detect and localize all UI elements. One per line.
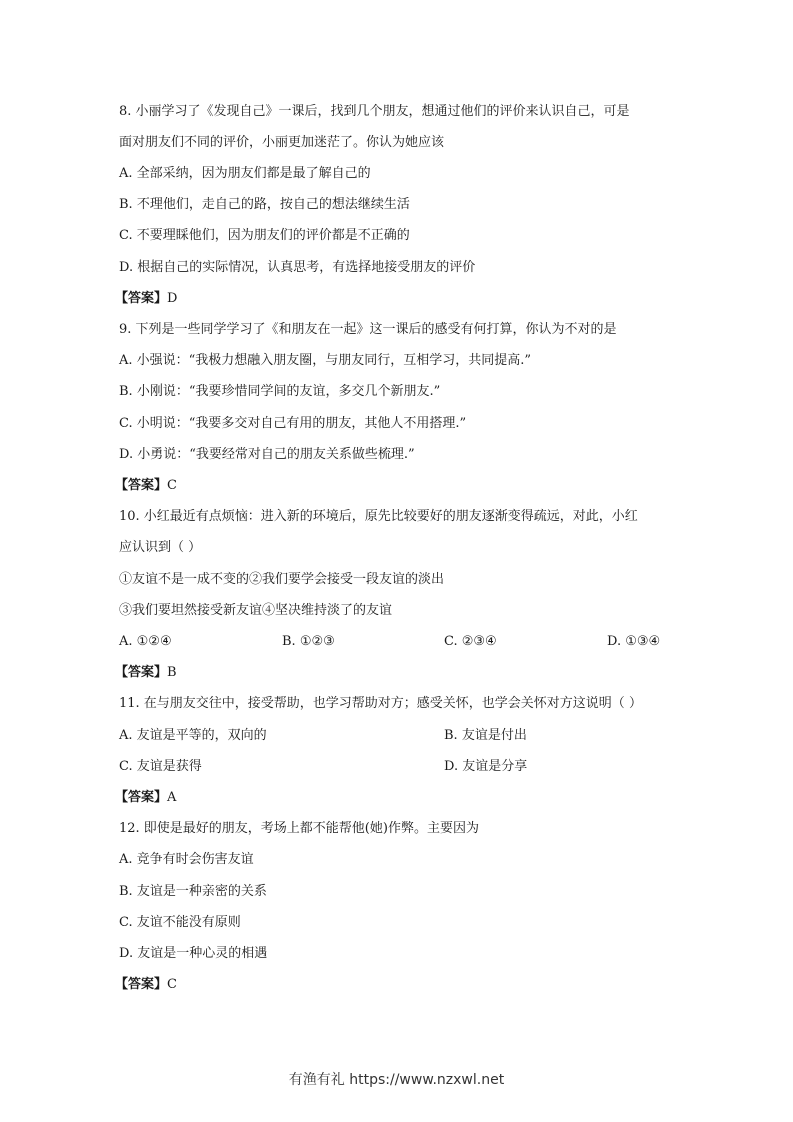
- answer-label: 【答案】: [115, 790, 168, 805]
- answer-label: 【答案】: [115, 665, 168, 680]
- answer-label: 【答案】: [115, 977, 168, 992]
- question-9-option-b: B. 小刚说：“我要珍惜同学间的友谊，多交几个新朋友.”: [119, 384, 441, 399]
- question-8-option-c: C. 不要理睬他们，因为朋友们的评价都是不正确的: [119, 228, 410, 243]
- question-9-answer: [115, 476, 177, 496]
- question-12-option-b: B. 友谊是一种亲密的关系: [119, 884, 267, 899]
- question-12-stem: 12. 即使是最好的朋友，考场上都不能帮他(她)作弊。主要因为: [119, 821, 479, 836]
- question-10-option-c: C. ②③④: [444, 634, 497, 649]
- answer-value: D: [167, 291, 178, 306]
- question-11-option-d: D. 友谊是分享: [444, 759, 528, 774]
- question-8-option-d: D. 根据自己的实际情况，认真思考，有选择地接受朋友的评价: [119, 260, 476, 275]
- question-11-option-b: B. 友谊是付出: [444, 728, 527, 743]
- answer-value: A: [167, 790, 177, 805]
- answer-value: C: [167, 478, 177, 493]
- footer-watermark: 有渔有礼 https://www.nzxwl.net: [288, 1072, 505, 1088]
- question-8-answer: [115, 289, 177, 309]
- question-8-option-a: A. 全部采纳，因为朋友们都是最了解自己的: [119, 166, 371, 181]
- question-10-stem-line-2: 应认识到（ ）: [119, 540, 202, 555]
- question-10-statement-line-2: ③我们要坦然接受新友谊④坚决维持淡了的友谊: [119, 603, 393, 618]
- answer-value: B: [167, 665, 177, 680]
- question-10-options-row: [119, 632, 679, 652]
- question-11-options-row-2: [119, 757, 679, 777]
- question-11-options-row-1: [119, 726, 679, 746]
- question-11-answer: [115, 788, 176, 808]
- question-8-stem-line-1: 8. 小丽学习了《发现自己》一课后，找到几个朋友，想通过他们的评价来认识自己，可是: [119, 104, 630, 119]
- question-11-stem: 11. 在与朋友交往中，接受帮助，也学习帮助对方；感受关怀，也学会关怀对方这说明（ ）: [119, 696, 642, 711]
- question-9-option-d: D. 小勇说：“我要经常对自己的朋友关系做些梳理.”: [119, 447, 415, 462]
- question-8-option-b: B. 不理他们，走自己的路，按自己的想法继续生活: [119, 197, 410, 212]
- question-9-stem: 9. 下列是一些同学学习了《和朋友在一起》这一课后的感受有何打算，你认为不对的是: [119, 322, 617, 337]
- question-11-option-c: C. 友谊是获得: [119, 759, 202, 774]
- question-12-answer: [115, 975, 177, 995]
- question-12-option-d: D. 友谊是一种心灵的相遇: [119, 946, 268, 961]
- question-11-option-a: A. 友谊是平等的，双向的: [119, 728, 267, 743]
- question-10-option-d: D. ①③④: [607, 634, 661, 649]
- question-12-option-c: C. 友谊不能没有原则: [119, 915, 241, 930]
- question-12-option-a: A. 竞争有时会伤害友谊: [119, 852, 254, 867]
- question-10-statement-line-1: ①友谊不是一成不变的②我们要学会接受一段友谊的淡出: [119, 572, 445, 587]
- answer-label: 【答案】: [115, 291, 168, 306]
- question-10-answer: [115, 663, 177, 683]
- question-9-option-a: A. 小强说：“我极力想融入朋友圈，与朋友同行，互相学习，共同提高.”: [119, 353, 532, 368]
- question-10-option-a: A. ①②④: [119, 634, 172, 649]
- question-10-stem-line-1: 10. 小红最近有点烦恼：进入新的环境后，原先比较要好的朋友逐渐变得疏远，对此，小红: [119, 509, 638, 524]
- question-10-option-b: B. ①②③: [282, 634, 335, 649]
- question-9-option-c: C. 小明说：“我要多交对自己有用的朋友，其他人不用搭理.”: [119, 416, 467, 431]
- answer-value: C: [167, 977, 177, 992]
- answer-label: 【答案】: [115, 478, 168, 493]
- question-8-stem-line-2: 面对朋友们不同的评价，小丽更加迷茫了。你认为她应该: [119, 135, 445, 150]
